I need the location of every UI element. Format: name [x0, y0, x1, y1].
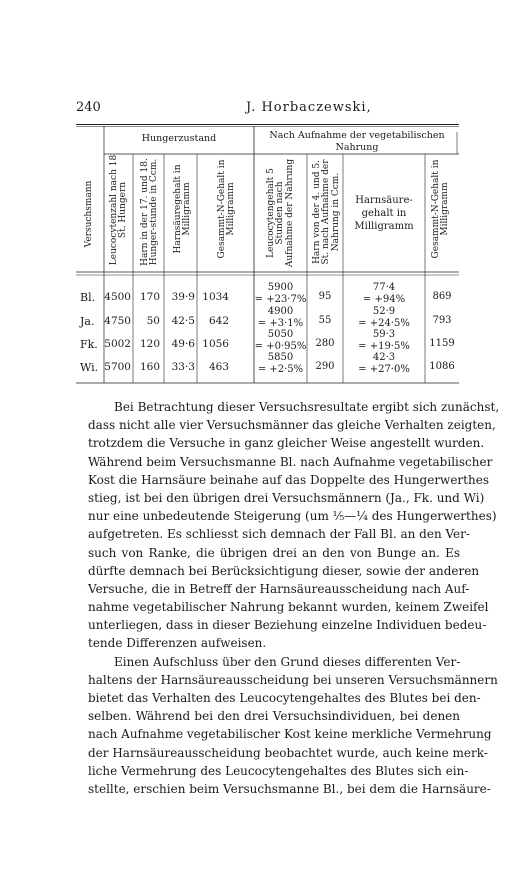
- text-line: Versuche, die in Betreff der Harnsäureausscheidung nach Auf-: [88, 581, 470, 596]
- cell-gesammt-n: 1056: [202, 338, 229, 350]
- text-line: dass nicht alle vier Versuchsmänner das gleiche Verhalten zeigten,: [88, 418, 496, 433]
- cell-harnsaeure: 39·9: [171, 291, 195, 303]
- row-label: Wi.: [80, 361, 99, 374]
- col-header-gesammt-n: Gesammt-N-Gehalt in Milligramm: [216, 159, 236, 259]
- cell-hs-after: 52·9: [372, 306, 396, 317]
- cell-hs-change: = +24·5%: [358, 318, 410, 329]
- text-line: haltens der Harnsäureausscheidung bei unseren Versuchsmännern: [88, 672, 498, 687]
- group-header-hunger: Hungerzustand: [141, 133, 217, 144]
- col-header-leucocytengehalt: Leucocytengehalt 5 Stunden nach Aufnahme der Nahrung: [265, 158, 295, 268]
- cell-leuco-after: 5850: [267, 352, 294, 363]
- cell-leuco: 5700: [104, 361, 131, 373]
- col-header-gesammt-n-nach: Gesammt-N-Gehalt in Milligramm: [430, 159, 450, 259]
- body-text: [88, 398, 500, 798]
- cell-harnsaeure: 42·5: [171, 315, 195, 327]
- cell-hs-change: = +19·5%: [358, 341, 410, 352]
- text-line: dürfte demnach bei Berücksichtigung dieser, sowie der anderen: [88, 563, 480, 578]
- col-header-harn: Harn in der 17. und 18. Hunger-stunde in Ccm.: [139, 158, 159, 266]
- group-header-vegetabilisch: Nach Aufnahme der vegetabilischen Nahrung: [269, 130, 445, 153]
- cell-leuco: 5002: [104, 338, 131, 350]
- cell-leuco-after: 4900: [267, 306, 294, 317]
- cell-hs-after: 42·3: [372, 352, 396, 363]
- cell-hs-after: 59·3: [372, 329, 396, 340]
- row-label: Fk.: [80, 338, 98, 351]
- text-line: liche Vermehrung des Leucocytengehaltes des Blutes sich ein-: [88, 763, 469, 778]
- cell-hs-change: = +94%: [362, 294, 406, 305]
- text-line: Einen Aufschluss über den Grund dieses differenten Ver-: [114, 654, 461, 669]
- cell-hs-change: = +27·0%: [358, 364, 410, 375]
- text-line: nach Aufnahme vegetabilischer Kost keine merkliche Vermehrung: [88, 727, 492, 742]
- cell-gesammt-n: 463: [208, 361, 229, 373]
- text-line: stellte, erschien beim Versuchsmanne Bl., bei dem die Harnsäure-: [88, 781, 491, 796]
- text-line: Kost die Harnsäure beinahe auf das Doppelte des Hungerwerthes: [88, 472, 489, 487]
- cell-harn-after: 290: [315, 361, 335, 372]
- cell-harn-after: 95: [318, 291, 332, 302]
- cell-harn: 160: [139, 361, 160, 373]
- col-header-harn-nach: Harn von der 4. und 5. St. nach Aufnahme der Nahrung in Ccm.: [311, 159, 341, 265]
- text-line: nur eine unbedeutende Steigerung (um ⅕—¼ des Hungerwerthes): [88, 509, 497, 524]
- text-line: selben. Während bei den drei Versuchsindividuen, bei denen: [88, 709, 460, 724]
- text-line: stieg, ist bei den übrigen drei Versuchsmännern (Ja., Fk. und Wi): [88, 490, 485, 505]
- row-label: Bl.: [80, 291, 96, 304]
- cell-gesammt-n: 1034: [202, 291, 229, 303]
- cell-leuco-change: = +3·1%: [257, 318, 304, 329]
- text-line: nahme vegetabilischer Nahrung bekannt wurden, keinem Zweifel: [88, 600, 489, 615]
- text-line: such von Ranke, die übrigen drei an den von Bunge an. Es: [88, 545, 460, 560]
- col-header-harnsaeure-nach: Harnsäure-gehalt in Milligramm: [354, 195, 414, 232]
- cell-hs-after: 77·4: [372, 282, 396, 293]
- cell-harn: 170: [139, 291, 160, 303]
- cell-harnsaeure: 33·3: [171, 361, 195, 373]
- text-line: tende Differenzen aufweisen.: [88, 636, 267, 651]
- page-number: 240: [76, 100, 101, 115]
- cell-leuco: 4750: [104, 315, 131, 327]
- col-header-leucocytenzahl: Leucocytenzahl nach 18 St. Hungern: [108, 154, 128, 266]
- text-line: unterliegen, dass in dieser Beziehung einzelne Individuen bedeu-: [88, 618, 487, 633]
- cell-harn: 50: [146, 315, 160, 327]
- page-header: [76, 100, 462, 120]
- cell-leuco-after: 5900: [267, 282, 294, 293]
- cell-gesammt-n: 642: [208, 315, 229, 327]
- cell-leuco-change: = +2·5%: [257, 364, 304, 375]
- text-line: Bei Betrachtung dieser Versuchsresultate ergibt sich zunächst,: [114, 400, 500, 414]
- text-line: bietet das Verhalten des Leucocytengehaltes des Blutes bei den-: [88, 691, 481, 705]
- text-line: aufgetreten. Es schliesst sich demnach der Fall Bl. an den Ver-: [88, 527, 470, 542]
- cell-harn-after: 280: [315, 338, 335, 349]
- cell-n-after: 793: [432, 315, 452, 326]
- cell-harn: 120: [139, 338, 160, 350]
- cell-leuco-after: 5050: [267, 329, 294, 340]
- text-line: der Harnsäureausscheidung beobachtet wurde, auch keine merk-: [88, 745, 488, 760]
- col-header-versuchsmann: Versuchsmann: [84, 180, 95, 248]
- running-head: J. Horbaczewski,: [246, 100, 372, 115]
- col-header-harnsaeure: Harnsäuregehalt in Milligramm: [172, 164, 192, 254]
- text-line: trotzdem die Versuche in ganz gleicher Weise angestellt wurden.: [88, 436, 485, 451]
- results-table: [76, 124, 459, 385]
- row-label: Ja.: [80, 315, 95, 328]
- cell-harnsaeure: 49·6: [171, 338, 195, 350]
- cell-n-after: 1086: [429, 361, 455, 372]
- cell-leuco-change: = +0·95%: [254, 341, 307, 352]
- cell-harn-after: 55: [318, 315, 332, 326]
- cell-leuco-change: = +23·7%: [254, 294, 307, 305]
- cell-leuco: 4500: [104, 291, 131, 303]
- cell-n-after: 869: [432, 291, 452, 302]
- cell-n-after: 1159: [429, 338, 455, 349]
- text-line: Während beim Versuchsmanne Bl. nach Aufnahme vegetabilischer: [88, 454, 493, 469]
